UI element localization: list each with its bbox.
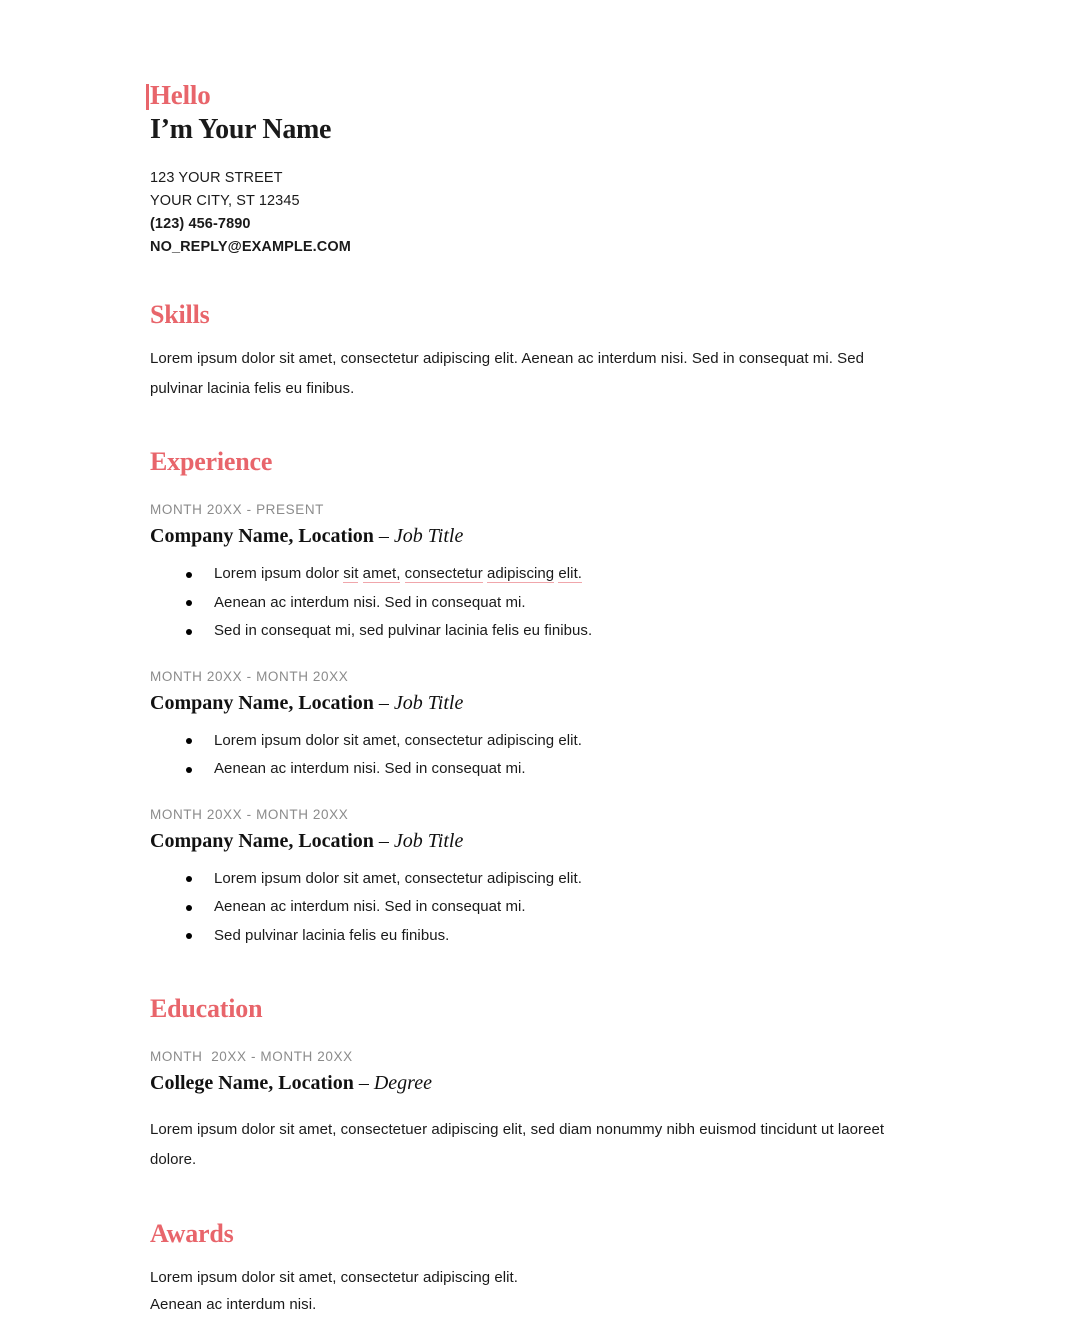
bullet-dot-icon [186, 738, 192, 744]
list-item[interactable] [150, 560, 928, 589]
experience-entry [150, 805, 928, 951]
misspelled-word[interactable]: adipiscing [486, 565, 555, 582]
contact-street[interactable]: 123 YOUR STREET [150, 170, 283, 186]
contact-phone[interactable]: (123) 456-7890 [150, 216, 251, 232]
entry-role: Job Title [393, 525, 464, 547]
misspelled-word[interactable]: elit. [558, 565, 582, 582]
text-cursor-caret [146, 84, 149, 110]
bullet-text: Lorem ipsum dolor sit amet, consectetur adipiscing elit. [214, 869, 582, 887]
entry-date[interactable]: MONTH 20XX - MONTH 20XX [150, 1049, 353, 1064]
list-item[interactable] [150, 922, 928, 951]
bullet-dot-icon [186, 600, 192, 606]
entry-role: Job Title [393, 829, 464, 852]
bullet-dot-icon [186, 905, 192, 911]
bullet-text: Sed in consequat mi, sed pulvinar lacinia felis eu finibus. [214, 622, 593, 639]
section-heading-skills[interactable]: Skills [150, 300, 210, 329]
bullet-text: Aenean ac interdum nisi. Sed in consequat mi. [214, 898, 526, 915]
entry-date[interactable]: MONTH 20XX - MONTH 20XX [150, 806, 349, 822]
entry-organization: Company Name, Location [150, 525, 374, 547]
misspelled-word[interactable]: sit [343, 565, 359, 582]
entry-role: Degree [373, 1072, 432, 1094]
greeting-text[interactable]: Hello [150, 80, 211, 110]
awards-body [150, 1264, 928, 1318]
list-item[interactable] [150, 893, 928, 922]
bullet-text: Lorem ipsum dolor sit amet, consectetur adipiscing elit. [214, 731, 582, 749]
entry-organization: Company Name, Location [150, 691, 374, 714]
contact-city-state-zip[interactable]: YOUR CITY, ST 12345 [150, 193, 300, 209]
bullet-dot-icon [186, 767, 192, 773]
contact-block [150, 167, 928, 259]
entry-title[interactable] [150, 828, 928, 854]
awards-line[interactable]: Aenean ac interdum nisi. [150, 1296, 317, 1313]
bullet-prefix: Lorem ipsum dolor [214, 565, 344, 582]
list-item[interactable] [150, 755, 928, 784]
greeting-row [150, 80, 928, 110]
education-entry [150, 1047, 928, 1096]
entry-title[interactable] [150, 1070, 928, 1096]
bullet-text: Aenean ac interdum nisi. Sed in consequat mi. [214, 760, 526, 777]
entry-role: Job Title [393, 691, 464, 714]
skills-body-text[interactable]: Lorem ipsum dolor sit amet, consectetur adipiscing elit. Aenean ac interdum nisi. Sed in consequat mi. Sed pulvinar lacinia felis eu finibus. [150, 350, 865, 397]
entry-title[interactable] [150, 690, 928, 716]
entry-organization: Company Name, Location [150, 829, 374, 852]
list-item[interactable] [150, 617, 928, 646]
entry-bullet-list [150, 727, 928, 784]
bullet-dot-icon [186, 629, 192, 635]
entry-separator: – [378, 829, 389, 852]
section-heading-education[interactable]: Education [150, 994, 263, 1023]
awards-line[interactable]: Lorem ipsum dolor sit amet, consectetur adipiscing elit. [150, 1269, 518, 1286]
education-body-text[interactable]: Lorem ipsum dolor sit amet, consectetuer adipiscing elit, sed diam nonummy nibh euismod tincidunt ut laoreet dolore. [150, 1121, 885, 1168]
entry-organization: College Name, Location [150, 1072, 354, 1094]
experience-entry [150, 500, 928, 646]
contact-email[interactable]: NO_REPLY@EXAMPLE.COM [150, 239, 351, 255]
bullet-dot-icon [186, 572, 192, 578]
entry-title[interactable] [150, 523, 928, 549]
entry-bullet-list [150, 865, 928, 951]
experience-entry [150, 667, 928, 784]
entry-date[interactable]: MONTH 20XX - MONTH 20XX [150, 668, 349, 684]
bullet-text: Aenean ac interdum nisi. Sed in consequat mi. [214, 593, 526, 611]
list-item[interactable] [150, 589, 928, 618]
bullet-text: Sed pulvinar lacinia felis eu finibus. [214, 926, 450, 944]
list-item[interactable] [150, 865, 928, 894]
section-heading-experience[interactable]: Experience [150, 447, 273, 476]
misspelled-word[interactable]: consectetur [404, 565, 483, 582]
entry-separator: – [358, 1072, 369, 1094]
entry-bullet-list [150, 560, 928, 646]
misspelled-word[interactable]: amet, [362, 565, 401, 582]
page-title[interactable]: I’m Your Name [150, 114, 332, 145]
entry-separator: – [378, 691, 389, 714]
section-heading-awards[interactable]: Awards [150, 1219, 234, 1248]
bullet-dot-icon [186, 876, 192, 882]
resume-content [150, 80, 928, 1318]
entry-date[interactable]: MONTH 20XX - PRESENT [150, 502, 325, 517]
bullet-dot-icon [186, 933, 192, 939]
entry-separator: – [378, 525, 389, 547]
list-item[interactable] [150, 727, 928, 756]
